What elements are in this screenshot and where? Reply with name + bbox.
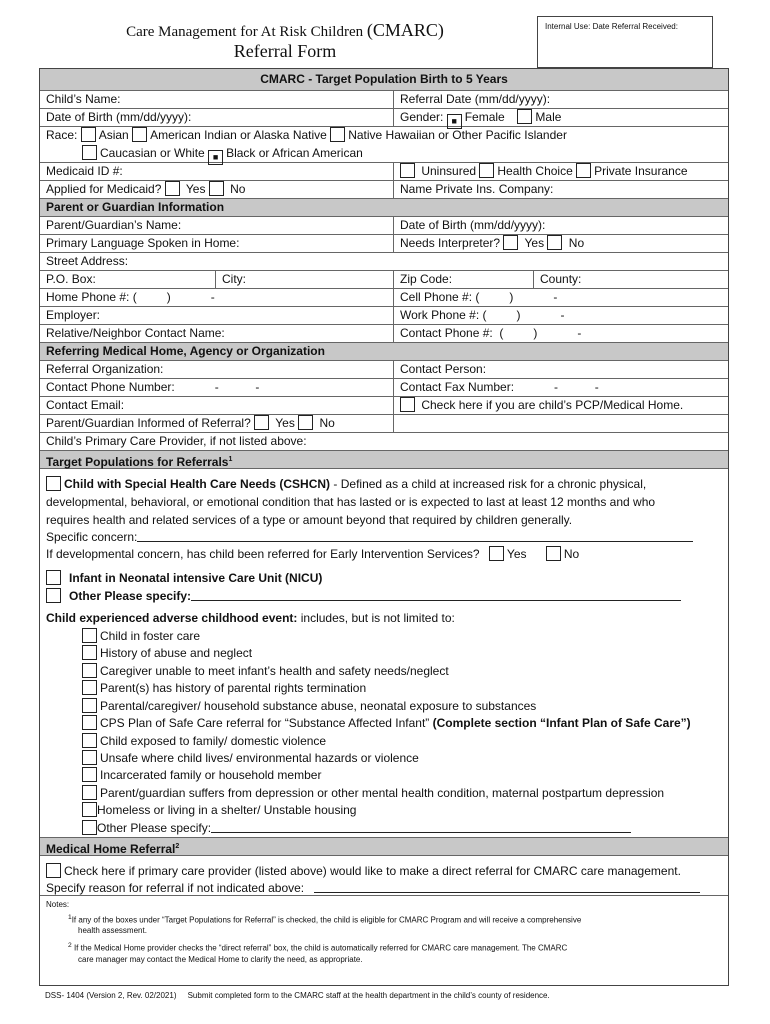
contact-email-field[interactable]: Contact Email:: [46, 398, 125, 412]
notes-title: Notes:: [46, 900, 70, 909]
parent-dob-field[interactable]: Date of Birth (mm/dd/yyyy):: [400, 218, 546, 232]
private-insurance-checkbox[interactable]: [576, 163, 591, 178]
ace-checkbox[interactable]: [82, 802, 97, 817]
po-box-field[interactable]: P.O. Box:: [46, 272, 96, 286]
child-name-field[interactable]: Child’s Name:: [46, 92, 121, 106]
applied-medicaid-no-checkbox[interactable]: [209, 181, 224, 196]
ace-item-4: Parental/caregiver/ household substance abuse, neonatal exposure to substances: [82, 698, 536, 714]
target-section-header: Target Populations for Referrals$^1$: [40, 451, 728, 469]
contact-phone-number-field[interactable]: Contact Phone Number: - -: [46, 380, 260, 394]
zip-code-field[interactable]: Zip Code:: [400, 272, 453, 286]
street-address-field[interactable]: Street Address:: [46, 254, 129, 268]
ace-checkbox[interactable]: [82, 628, 97, 643]
county-field[interactable]: County:: [540, 272, 582, 286]
informed-no-checkbox[interactable]: [298, 415, 313, 430]
applied-medicaid-yes-checkbox[interactable]: [165, 181, 180, 196]
cshcn-checkbox[interactable]: [46, 476, 61, 491]
ace-item-11: Other Please specify:: [82, 820, 631, 836]
ace-item-9: Parent/guardian suffers from depression or other mental health condition, maternal postpartum depression: [82, 785, 664, 801]
race-caucasian-checkbox[interactable]: [82, 145, 97, 160]
informed-yes-checkbox[interactable]: [254, 415, 269, 430]
ace-item-1: History of abuse and neglect: [82, 645, 252, 661]
ace-checkbox[interactable]: [82, 698, 97, 713]
cell-phone-field[interactable]: Cell Phone #: ( ) -: [400, 290, 558, 304]
medicaid-id-field[interactable]: Medicaid ID #:: [46, 164, 123, 178]
other-population-checkbox[interactable]: [46, 588, 61, 603]
ace-item-7: Unsafe where child lives/ environmental hazards or violence: [82, 750, 419, 766]
referral-date-field[interactable]: Referral Date (mm/dd/yyyy):: [400, 92, 551, 106]
nicu-checkbox[interactable]: [46, 570, 61, 585]
internal-use-box: Internal Use: Date Referral Received:: [537, 16, 713, 68]
other-population-line[interactable]: [191, 589, 681, 601]
contact-person-field[interactable]: Contact Person:: [400, 362, 487, 376]
uninsured-checkbox[interactable]: [400, 163, 415, 178]
ace-checkbox[interactable]: [82, 750, 97, 765]
direct-referral-checkbox[interactable]: [46, 863, 61, 878]
contact-phone-field[interactable]: Contact Phone #: ( ) -: [400, 326, 582, 340]
parent-section-header: Parent or Guardian Information: [40, 199, 728, 217]
early-intervention-no-checkbox[interactable]: [546, 546, 561, 561]
ace-item-5: CPS Plan of Safe Care referral for “Substance Affected Infant” (Complete section “Infant Plan of Safe Care”): [82, 715, 691, 731]
ace-checkbox[interactable]: [82, 663, 97, 678]
home-phone-field[interactable]: Home Phone #: ( ) -: [46, 290, 215, 304]
race-asian-checkbox[interactable]: [81, 127, 96, 142]
ace-checkbox[interactable]: [82, 715, 97, 730]
ace-checkbox[interactable]: [82, 767, 97, 782]
race-black-checkbox[interactable]: ■: [208, 150, 223, 165]
parent-name-field[interactable]: Parent/Guardian’s Name:: [46, 218, 182, 232]
ace-item-8: Incarcerated family or household member: [82, 767, 321, 783]
applied-medicaid-row: Applied for Medicaid? Yes No Name Private Ins. Company:: [40, 181, 728, 199]
ace-checkbox[interactable]: [82, 680, 97, 695]
employer-field[interactable]: Employer:: [46, 308, 101, 322]
specific-concern-line[interactable]: [137, 530, 693, 542]
child-dob-field[interactable]: Date of Birth (mm/dd/yyyy):: [46, 110, 192, 124]
private-ins-company-field[interactable]: Name Private Ins. Company:: [400, 182, 554, 196]
form-footer: DSS- 1404 (Version 2, Rev. 02/2021) Submit completed form to the CMARC staff at the health department in the child’s county of residence.: [45, 991, 550, 1000]
referral-organization-field[interactable]: Referral Organization:: [46, 362, 164, 376]
child-name-row: [40, 91, 728, 109]
note-1: $^1$If any of the boxes under “Target Populations for Referral” is checked, the child is eligible for CMARC Program and will receive a comprehensive: [68, 914, 582, 925]
form-header: CMARC - Target Population Birth to 5 Years: [40, 69, 728, 91]
early-intervention-yes-checkbox[interactable]: [489, 546, 504, 561]
referral-reason-line[interactable]: [314, 881, 700, 893]
ace-item-10: Homeless or living in a shelter/ Unstable housing: [82, 802, 356, 818]
gender-field: Gender: ■ Female Male: [394, 109, 561, 126]
interpreter-no-checkbox[interactable]: [547, 235, 562, 250]
referral-form: CMARC - Target Population Birth to 5 Years Child’s Name: Referral Date (mm/dd/yyyy): Date of Birth (mm/dd/yyyy): Gender: ■ Female Male Race: Asian American Indian or Alaska Native Native Hawaiian or Other Pacific Islander Caucasian or White ■ Black or African American Medicaid ID #: Uninsured Health Choice Private Insurance Applied for Medicaid? Yes No Name Private Ins. Company: Parent or Guardian Information Parent/Guardian’s Name: Date of Birth (mm/dd/yyyy): Primary Language Spoken in Home: Needs Interpreter? Yes No Street Address: P.O. Box: City: Zip Code: County: Home Phone #: ( ) - Cell Phone #: ( ) - Employer: Work Phone #: ( ) - Relative/Neighbor Contact Name: Contact Phone #: ( ) - Referring Medical Home, Agency or Organization Referral Organization: Contact Person: Contact Phone Number: - - Contact Fax Number: - - Contact Email: Check here if you are child’s PCP/Medical Home. Parent/Guardian Informed of Referral? Yes No Child’s Primary Care Provider, if not listed above: Target Populations for Referrals$^1$ Child with Special Health Care Needs (CSHCN) - Defined as a child at increased risk for a chronic physical, developmental, behavioral, or emotional condition that has lasted or is expected to last at least 12 months and who requires health and related services of a type or amount beyond that required by children generally. Specific concern: If developmental concern, has child been referred for Early Intervention Services? Yes No Infant in Neonatal intensive Care Unit (NICU) Other Please specify: Child experienced adverse childhood event: includes, but is not limited to: Child in foster care History of abuse and neglect Caregiver unable to meet infant’s health and safety needs/neglect Parent(s) has history of parental rights termination Parental/caregiver/ household substance abuse, neonatal exposure to substances CPS Plan of Safe Care referral for “Substance Affected Infant” (Complete section “Infant Plan of Safe Care”) Child exposed to family/ domestic violence Unsafe where child lives/ environmental hazards or violence Incarcerated family or household member Parent/guardian suffers from depression or other mental health condition, maternal postpartum depression Homeless or living in a shelter/ Unstable housing Other Please specify: Medical Home Referral$^2$ Check here if primary care provider (listed above) would like to make a direct referral for CMARC care management. Specify reason for referral if not indicated above: Notes: $^1$If any of the boxes under “Target Populations for Referral” is checked, the child is eligible for CMARC Program and will receive a comprehensive health assessment. $^2$ If the Medical Home provider checks the “direct referral” box, the child is automatically referred for CMARC care management. The CMARC care manager may contact the Medical Home to clarify the need, as appropriate.: [39, 68, 729, 986]
form-title: Care Management for At Risk Children (CMARC): [126, 20, 444, 40]
primary-language-field[interactable]: Primary Language Spoken in Home:: [46, 236, 240, 250]
ace-checkbox[interactable]: [82, 785, 97, 800]
ace-item-2: Caregiver unable to meet infant’s health and safety needs/neglect: [82, 663, 449, 679]
ace-item-0: Child in foster care: [82, 628, 200, 644]
gender-female-checkbox[interactable]: ■: [447, 114, 462, 129]
health-choice-checkbox[interactable]: [479, 163, 494, 178]
pcp-not-listed-field[interactable]: Child’s Primary Care Provider, if not listed above:: [46, 434, 307, 448]
relative-contact-field[interactable]: Relative/Neighbor Contact Name:: [46, 326, 225, 340]
pcp-medical-home-checkbox[interactable]: [400, 397, 415, 412]
note-2: $^2$ If the Medical Home provider checks the “direct referral” box, the child is automatically referred for CMARC care management. The CMARC: [68, 942, 568, 953]
medicaid-row: Medicaid ID #: Uninsured Health Choice Private Insurance: [40, 163, 728, 181]
race-aian-checkbox[interactable]: [132, 127, 147, 142]
interpreter-yes-checkbox[interactable]: [503, 235, 518, 250]
form-subtitle: Referral Form: [233, 41, 337, 61]
contact-fax-field[interactable]: Contact Fax Number: - -: [400, 380, 599, 394]
child-dob-row: [40, 109, 728, 127]
ace-checkbox[interactable]: [82, 645, 97, 660]
ace-checkbox[interactable]: [82, 733, 97, 748]
work-phone-field[interactable]: Work Phone #: ( ) -: [400, 308, 565, 322]
city-field[interactable]: City:: [222, 272, 246, 286]
medical-home-section-header: Medical Home Referral$^2$: [40, 838, 728, 856]
ace-item-3: Parent(s) has history of parental rights termination: [82, 680, 366, 696]
referring-section-header: Referring Medical Home, Agency or Organization: [40, 343, 728, 361]
gender-male-checkbox[interactable]: [517, 109, 532, 124]
race-nhpi-checkbox[interactable]: [330, 127, 345, 142]
race-row: Race: Asian American Indian or Alaska Native Native Hawaiian or Other Pacific Islander Caucasian or White ■ Black or African American: [40, 127, 728, 163]
ace-item-6: Child exposed to family/ domestic violence: [82, 733, 326, 749]
